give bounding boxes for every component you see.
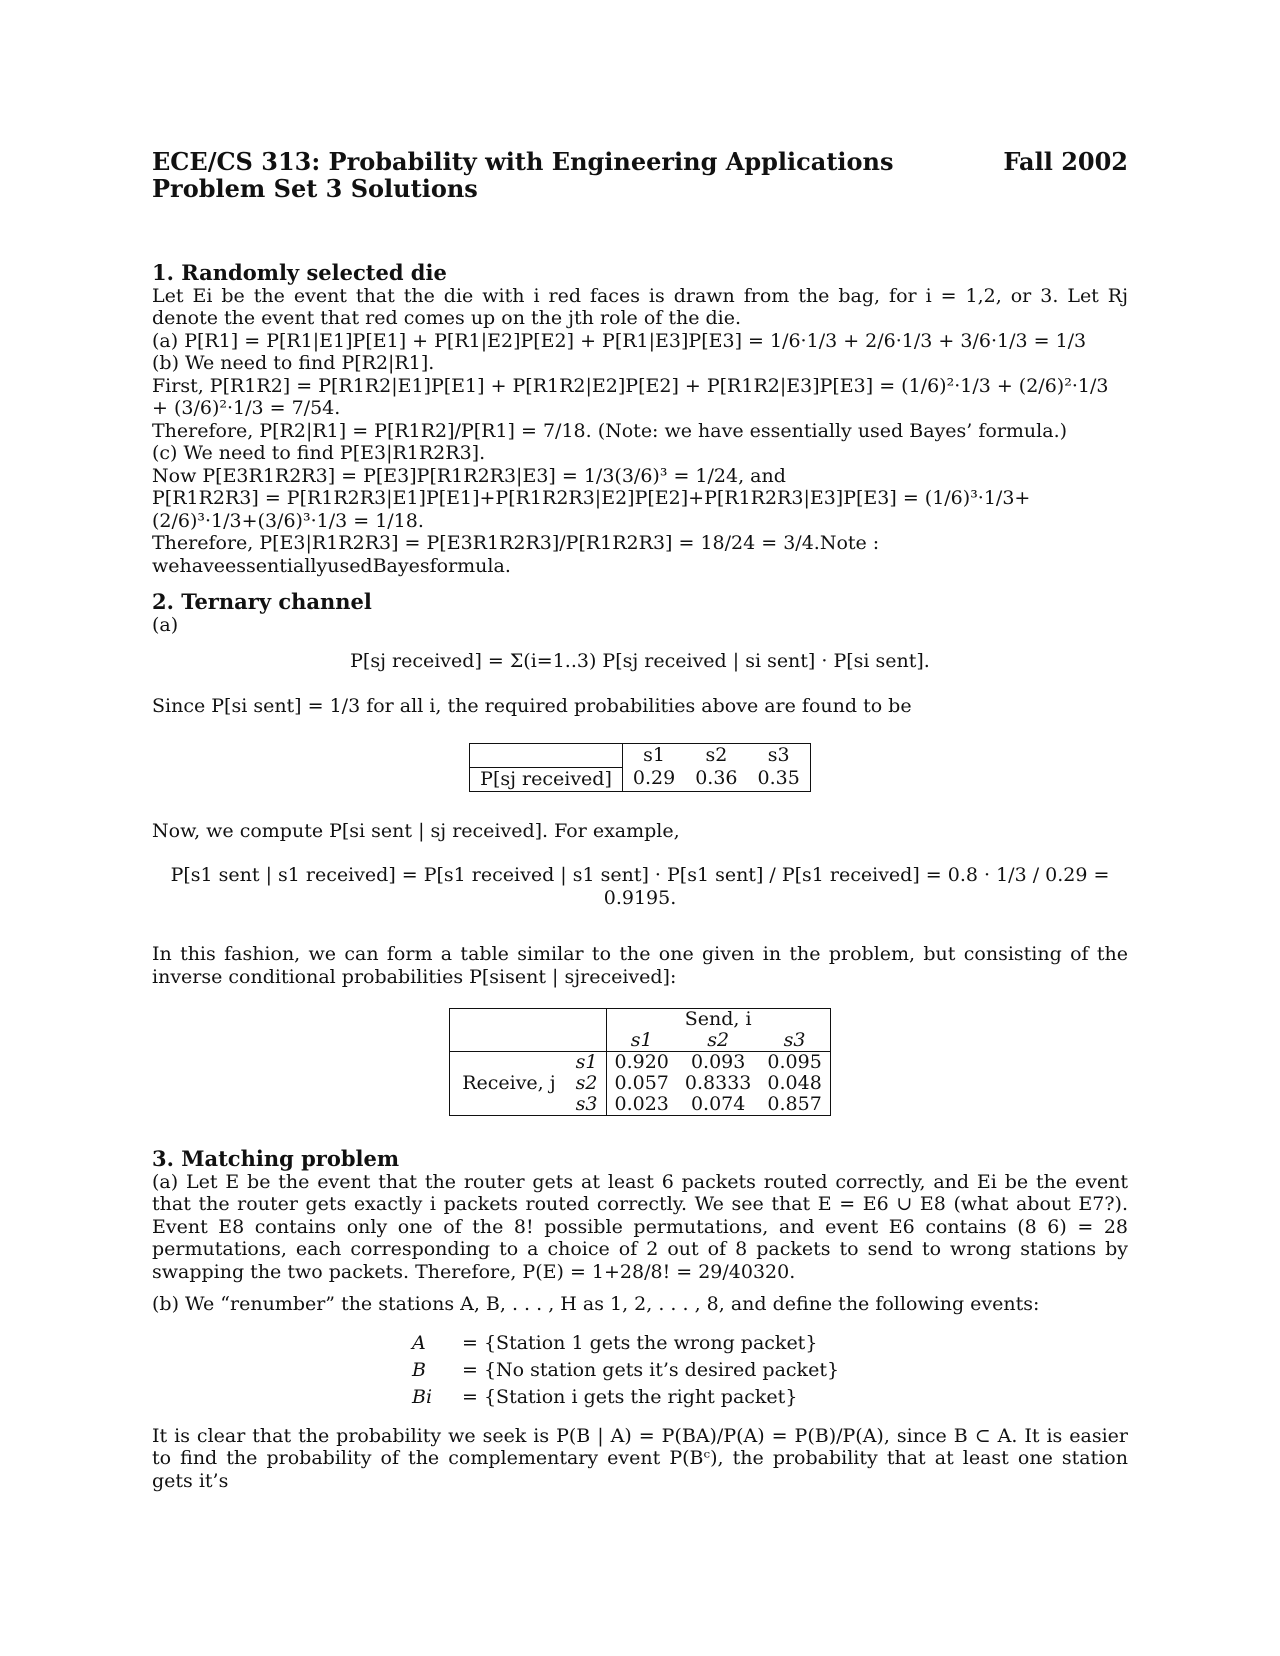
row-label: P[sj received] — [470, 767, 623, 791]
problem-1-part-b2: First, P[R1R2] = P[R1R2|E1]P[E1] + P[R1R2|E2]P[E2] + P[R1R2|E3]P[E3] = (1/6)²·1/3 + (2/6)²·1/3 + (3/6)²·1/3 = 7/54. — [152, 374, 1109, 419]
cell: 0.857 — [767, 1093, 822, 1115]
event-definitions — [412, 1330, 1128, 1411]
problem-1-part-a: (a) P[R1] = P[R1|E1]P[E1] + P[R1|E2]P[E2] + P[R1|E3]P[E3] = 1/6·1/3 + 2/6·1/3 + 3/6·1/3 = 1/3 — [152, 329, 1087, 352]
row-label-s2: s2 — [575, 1072, 598, 1094]
receive-label: Receive, j — [450, 1052, 568, 1116]
event-row — [412, 1330, 1128, 1357]
problem-3-part-a: (a) Let E be the event that the router gets at least 6 packets routed correctly, and Ei be the event that the router gets exactly i packets routed correctly. We see that E = E6 ∪ E8 (what about E7?). Event E8 contains only one of the 8! possible permutations, and event E6 contains (8 6) = 28 permutations, each corresponding to a choice of 2 out of 8 packets to send to wrong stations by swapping the two packets. Therefore, P(E) = 1+28/8! = 29/40320. — [152, 1170, 1128, 1283]
cell: 0.048 — [767, 1072, 822, 1094]
cell: 0.023 — [606, 1094, 677, 1116]
event-row — [412, 1357, 1128, 1384]
problem-3-heading: 3. Matching problem — [152, 1146, 400, 1171]
value-s3: 0.35 — [757, 767, 800, 790]
since-text: Since P[si sent] = 1/3 for all i, the required probabilities above are found to be — [152, 694, 912, 717]
example-equation: P[s1 sent | s1 received] = P[s1 received | s1 sent] · P[s1 sent] / P[s1 received] = 0.8 · 1/3 / 0.29 = 0.9195. — [170, 864, 1110, 909]
event-row — [412, 1384, 1128, 1411]
send-label: Send, i — [606, 1009, 830, 1031]
col-header-s3: s3 — [767, 744, 790, 766]
problem-3-clear-text: It is clear that the probability we seek is P(B | A) = P(BA)/P(A) = P(B)/P(A), since B ⊂ A. It is easier to find the probability of the complementary event P(Bᶜ), the probability that at least one station gets it’s — [152, 1424, 1128, 1492]
cell: 0.920 — [606, 1052, 677, 1074]
problem-1-intro: Let Ei be the event that the die with i red faces is drawn from the bag, for i = 1,2, or 3. Let Rj denote the event that red comes up on the jth role of the die. — [152, 284, 1128, 329]
event-symbol: B — [412, 1358, 426, 1381]
event-symbol: Bi — [412, 1385, 433, 1408]
course-title: ECE/CS 313: Probability with Engineering Applications — [152, 147, 894, 176]
problem-1-heading: 1. Randomly selected die — [152, 260, 447, 285]
event-symbol: A — [412, 1331, 426, 1354]
value-s1: 0.29 — [622, 767, 685, 791]
problem-1-part-b3: Therefore, P[R2|R1] = P[R1R2]/P[R1] = 7/18. (Note: we have essentially used Bayes’ formula.) — [152, 419, 1068, 442]
col-header-s3: s3 — [783, 1029, 806, 1051]
col-header-s2: s2 — [705, 744, 728, 766]
problem-1-part-c3: P[R1R2R3] = P[R1R2R3|E1]P[E1]+P[R1R2R3|E2]P[E2]+P[R1R2R3|E3]P[E3] = (1/6)³·1/3+(2/6)³·1/3+(3/6)³·1/3 = 1/18. — [152, 487, 1031, 532]
event-definition: = {Station i gets the right packet} — [462, 1385, 798, 1408]
cell: 0.057 — [606, 1073, 677, 1094]
now-text: Now, we compute P[si sent | sj received]. For example, — [152, 819, 680, 842]
cell: 0.074 — [690, 1093, 746, 1115]
problem-1-part-c4: Therefore, P[E3|R1R2R3] = P[E3R1R2R3]/P[R1R2R3] = 18/24 = 3/4.Note : wehaveessentiallyusedBayesformula. — [152, 532, 880, 577]
sum-equation: P[sj received] = Σ(i=1..3) P[sj received | si sent] · P[si sent]. — [350, 650, 930, 672]
problem-3-part-b: (b) We “renumber” the stations A, B, . . . , H as 1, 2, . . . , 8, and define the following events: — [152, 1293, 1040, 1315]
col-header-s2: s2 — [707, 1029, 730, 1051]
term: Fall 2002 — [1003, 147, 1128, 176]
event-definition: = {No station gets it’s desired packet} — [462, 1358, 840, 1381]
problem-2-part-a: (a) — [152, 613, 179, 636]
fashion-text: In this fashion, we can form a table similar to the one given in the problem, but consisting of the inverse conditional probabilities P[sisent | sjreceived]: — [152, 943, 1128, 988]
cell: 0.093 — [677, 1052, 759, 1074]
value-s2: 0.36 — [695, 767, 738, 790]
cell: 0.8333 — [684, 1072, 752, 1094]
cell: 0.095 — [759, 1052, 830, 1074]
col-header-s1: s1 — [622, 744, 685, 768]
problem-1-part-c2: Now P[E3R1R2R3] = P[E3]P[R1R2R3|E3] = 1/3(3/6)³ = 1/24, and — [152, 464, 786, 487]
row-label-s1: s1 — [568, 1052, 606, 1074]
subtitle: Problem Set 3 Solutions — [152, 174, 478, 203]
document-body — [152, 148, 1128, 1492]
received-probability-table — [469, 743, 811, 792]
event-definition: = {Station 1 gets the wrong packet} — [462, 1331, 818, 1354]
row-label-s3: s3 — [575, 1093, 598, 1115]
inverse-probability-table — [449, 1008, 831, 1116]
problem-1-part-c1: (c) We need to find P[E3|R1R2R3]. — [152, 442, 486, 464]
problem-2-heading: 2. Ternary channel — [152, 589, 372, 614]
header — [152, 148, 1128, 175]
col-header-s1: s1 — [606, 1030, 677, 1052]
problem-1-part-b1: (b) We need to find P[R2|R1]. — [152, 352, 435, 374]
